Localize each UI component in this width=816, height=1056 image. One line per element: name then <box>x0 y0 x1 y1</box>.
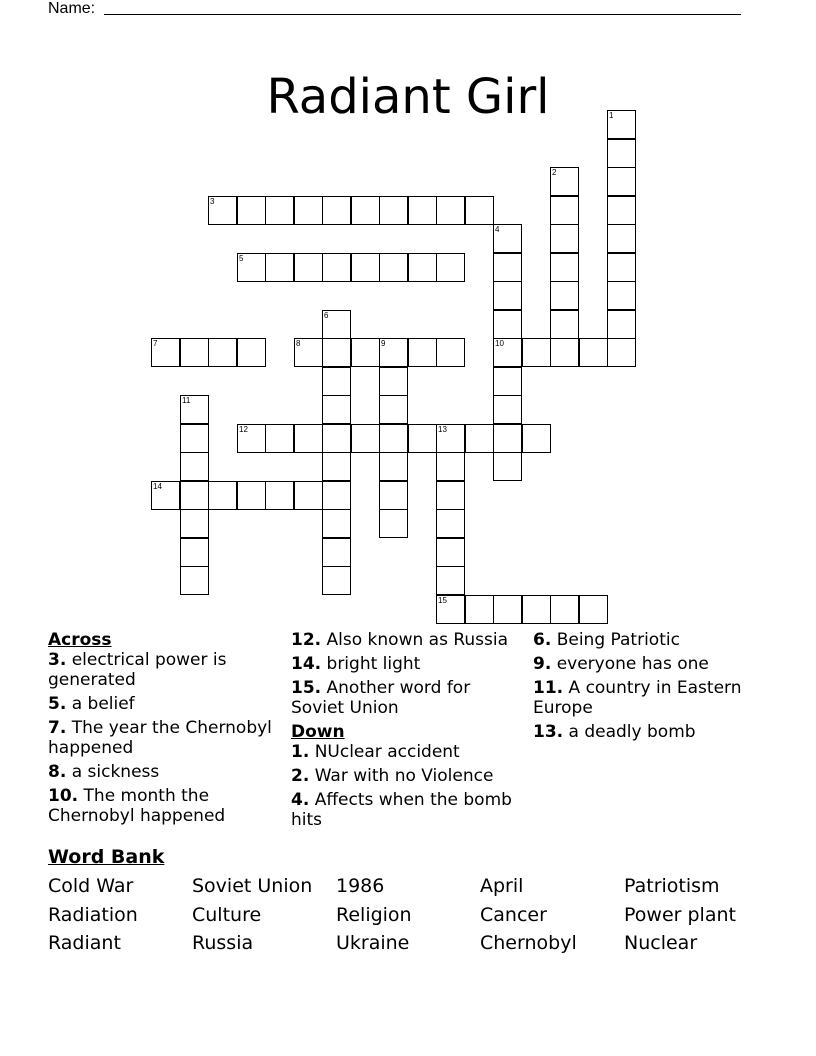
crossword-cell[interactable] <box>607 110 636 139</box>
clues-column-1 <box>48 630 278 830</box>
crossword-cell[interactable] <box>408 253 437 282</box>
crossword-cell[interactable] <box>579 595 608 624</box>
crossword-cell[interactable] <box>379 509 408 538</box>
clue-number: 2 <box>552 168 557 177</box>
clue-across-5: 5. a belief <box>48 694 135 714</box>
crossword-cell[interactable] <box>208 481 237 510</box>
clue-across-10: 10. The month the Chernobyl happened <box>48 786 226 826</box>
crossword-cell[interactable] <box>351 196 380 225</box>
crossword-cell[interactable] <box>436 595 465 624</box>
crossword-cell[interactable] <box>294 338 323 367</box>
crossword-cell[interactable] <box>465 424 494 453</box>
crossword-cell[interactable] <box>322 424 351 453</box>
clue-number: 4 <box>495 225 500 234</box>
crossword-cell[interactable] <box>351 338 380 367</box>
crossword-cell[interactable] <box>322 452 351 481</box>
crossword-cell[interactable] <box>522 338 551 367</box>
crossword-cell[interactable] <box>265 424 294 453</box>
crossword-cell[interactable] <box>265 481 294 510</box>
crossword-cell[interactable] <box>322 196 351 225</box>
crossword-cell[interactable] <box>351 424 380 453</box>
crossword-cell[interactable] <box>550 196 579 225</box>
crossword-cell[interactable] <box>579 338 608 367</box>
crossword-cell[interactable] <box>550 167 579 196</box>
crossword-cell[interactable] <box>180 538 209 567</box>
crossword-cell[interactable] <box>607 224 636 253</box>
word-bank-item: Religion <box>336 904 412 926</box>
crossword-cell[interactable] <box>208 196 237 225</box>
crossword-cell[interactable] <box>237 481 266 510</box>
crossword-cell[interactable] <box>180 338 209 367</box>
crossword-cell[interactable] <box>322 566 351 595</box>
crossword-cell[interactable] <box>322 253 351 282</box>
clue-number: 1 <box>609 111 614 120</box>
crossword-cell[interactable] <box>607 310 636 339</box>
crossword-cell[interactable] <box>550 595 579 624</box>
clue-across-14: 14. bright light <box>291 654 421 674</box>
crossword-cell[interactable] <box>379 196 408 225</box>
clue-number: 15 <box>438 596 447 605</box>
clue-number: 8 <box>296 339 301 348</box>
word-bank-item: 1986 <box>336 875 385 897</box>
crossword-cell[interactable] <box>607 281 636 310</box>
crossword-cell[interactable] <box>322 395 351 424</box>
word-bank-item: Radiation <box>48 904 138 926</box>
crossword-cell[interactable] <box>465 595 494 624</box>
crossword-cell[interactable] <box>322 367 351 396</box>
crossword-cell[interactable] <box>322 310 351 339</box>
crossword-cell[interactable] <box>493 595 522 624</box>
crossword-cell[interactable] <box>180 566 209 595</box>
crossword-cell[interactable] <box>493 452 522 481</box>
clue-across-15: 15. Another word for Soviet Union <box>291 678 471 718</box>
clue-down-6: 6. Being Patriotic <box>533 630 680 650</box>
crossword-cell[interactable] <box>436 566 465 595</box>
crossword-cell[interactable] <box>436 196 465 225</box>
word-bank-item: Power plant <box>624 904 736 926</box>
word-bank-title: Word Bank <box>48 846 165 868</box>
word-bank-item: Chernobyl <box>480 932 577 954</box>
crossword-cell[interactable] <box>379 367 408 396</box>
crossword-cell[interactable] <box>322 481 351 510</box>
crossword-cell[interactable] <box>379 395 408 424</box>
crossword-cell[interactable] <box>237 253 266 282</box>
crossword-cell[interactable] <box>237 196 266 225</box>
crossword-cell[interactable] <box>294 196 323 225</box>
word-bank-item: Cancer <box>480 904 547 926</box>
clue-number: 9 <box>381 339 386 348</box>
crossword-cell[interactable] <box>151 338 180 367</box>
crossword-cell[interactable] <box>550 253 579 282</box>
word-bank-item: April <box>480 875 524 897</box>
crossword-cell[interactable] <box>436 509 465 538</box>
clue-down-1: 1. NUclear accident <box>291 742 460 762</box>
puzzle-title: Radiant Girl <box>266 69 550 126</box>
clue-down-13: 13. a deadly bomb <box>533 722 696 742</box>
clue-down-2: 2. War with no Violence <box>291 766 494 786</box>
clue-number: 13 <box>438 425 447 434</box>
crossword-cell[interactable] <box>322 509 351 538</box>
crossword-cell[interactable] <box>294 253 323 282</box>
word-bank-item: Nuclear <box>624 932 698 954</box>
crossword-cell[interactable] <box>237 424 266 453</box>
clue-across-7: 7. The year the Chernobyl happened <box>48 718 272 758</box>
clue-across-3: 3. electrical power is generated <box>48 650 227 690</box>
crossword-cell[interactable] <box>294 481 323 510</box>
crossword-cell[interactable] <box>180 452 209 481</box>
crossword-cell[interactable] <box>436 452 465 481</box>
clue-down-9: 9. everyone has one <box>533 654 709 674</box>
down-heading: Down <box>291 722 345 742</box>
crossword-cell[interactable] <box>493 395 522 424</box>
crossword-cell[interactable] <box>379 424 408 453</box>
name-label: Name: <box>48 0 96 17</box>
crossword-cell[interactable] <box>379 452 408 481</box>
crossword-cell[interactable] <box>436 424 465 453</box>
clue-number: 10 <box>495 339 504 348</box>
clue-number: 12 <box>239 425 248 434</box>
crossword-cell[interactable] <box>607 253 636 282</box>
crossword-cell[interactable] <box>265 196 294 225</box>
crossword-cell[interactable] <box>265 253 294 282</box>
clue-across-8: 8. a sickness <box>48 762 160 782</box>
crossword-cell[interactable] <box>607 167 636 196</box>
clue-number: 7 <box>153 339 158 348</box>
crossword-cell[interactable] <box>408 424 437 453</box>
clue-down-4: 4. Affects when the bomb hits <box>291 790 512 830</box>
crossword-cell[interactable] <box>522 424 551 453</box>
across-heading: Across <box>48 630 112 650</box>
clue-number: 11 <box>182 396 191 405</box>
crossword-cell[interactable] <box>493 253 522 282</box>
crossword-cell[interactable] <box>180 395 209 424</box>
clues-column-3 <box>533 630 773 746</box>
crossword-cell[interactable] <box>408 338 437 367</box>
word-bank-item: Culture <box>192 904 262 926</box>
crossword-cell[interactable] <box>180 481 209 510</box>
crossword-cell[interactable] <box>550 338 579 367</box>
crossword-cell[interactable] <box>493 367 522 396</box>
word-bank-item: Patriotism <box>624 875 720 897</box>
crossword-cell[interactable] <box>607 139 636 168</box>
word-bank-item: Ukraine <box>336 932 410 954</box>
crossword-cell[interactable] <box>550 224 579 253</box>
clues-column-2 <box>291 630 523 834</box>
crossword-cell[interactable] <box>322 338 351 367</box>
crossword-cell[interactable] <box>550 281 579 310</box>
crossword-cell[interactable] <box>493 310 522 339</box>
crossword-cell[interactable] <box>294 424 323 453</box>
crossword-cell[interactable] <box>180 509 209 538</box>
word-bank-item: Russia <box>192 932 254 954</box>
word-bank-item: Cold War <box>48 875 134 897</box>
crossword-cell[interactable] <box>351 253 380 282</box>
clue-down-11: 11. A country in Eastern Europe <box>533 678 742 718</box>
crossword-cell[interactable] <box>436 338 465 367</box>
crossword-cell[interactable] <box>436 481 465 510</box>
crossword-cell[interactable] <box>379 253 408 282</box>
clue-across-12: 12. Also known as Russia <box>291 630 509 650</box>
crossword-cell[interactable] <box>436 253 465 282</box>
crossword-cell[interactable] <box>237 338 266 367</box>
crossword-cell[interactable] <box>493 224 522 253</box>
crossword-cell[interactable] <box>151 481 180 510</box>
crossword-cell[interactable] <box>408 196 437 225</box>
clue-number: 14 <box>153 482 162 491</box>
clue-number: 5 <box>239 254 244 263</box>
word-bank-item: Radiant <box>48 932 121 954</box>
crossword-cell[interactable] <box>607 338 636 367</box>
crossword-cell[interactable] <box>379 338 408 367</box>
crossword-cell[interactable] <box>493 281 522 310</box>
crossword-cell[interactable] <box>322 538 351 567</box>
crossword-cell[interactable] <box>436 538 465 567</box>
crossword-cell[interactable] <box>522 595 551 624</box>
crossword-cell[interactable] <box>208 338 237 367</box>
word-bank-item: Soviet Union <box>192 875 313 897</box>
crossword-cell[interactable] <box>550 310 579 339</box>
crossword-cell[interactable] <box>493 338 522 367</box>
crossword-cell[interactable] <box>180 424 209 453</box>
crossword-cell[interactable] <box>379 481 408 510</box>
crossword-cell[interactable] <box>493 424 522 453</box>
clue-number: 6 <box>324 311 329 320</box>
clue-number: 3 <box>210 197 215 206</box>
crossword-cell[interactable] <box>465 196 494 225</box>
crossword-cell[interactable] <box>607 196 636 225</box>
